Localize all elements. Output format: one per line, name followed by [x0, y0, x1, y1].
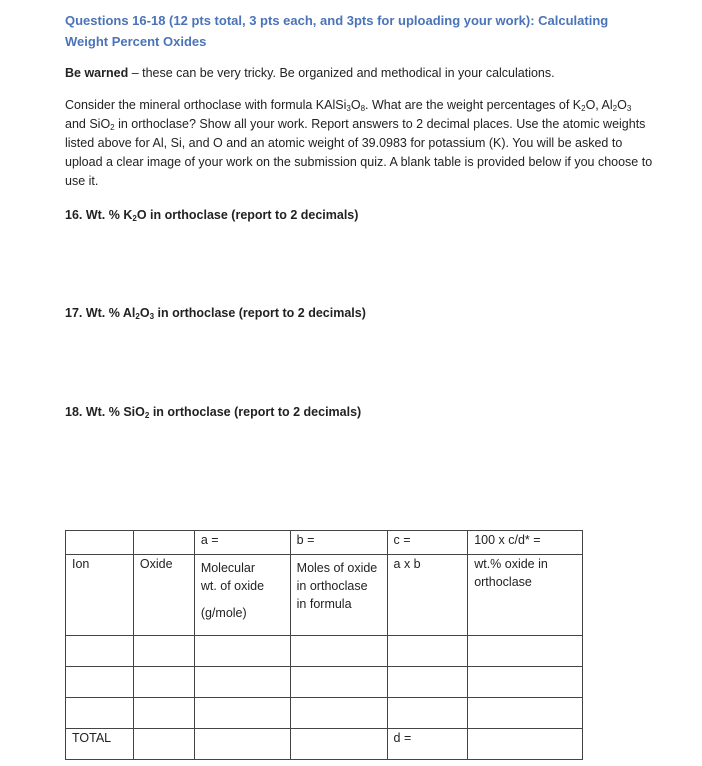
- blank-cell[interactable]: [387, 636, 468, 667]
- blank-cell[interactable]: [133, 729, 194, 760]
- blank-cell[interactable]: [194, 636, 290, 667]
- table-row-top: [66, 531, 583, 555]
- blank-cell[interactable]: [387, 667, 468, 698]
- cell-top-oxide: [133, 531, 194, 555]
- cell-top-ion: [66, 531, 134, 555]
- blank-cell[interactable]: [194, 729, 290, 760]
- header-oxide: Oxide: [133, 555, 194, 636]
- header-axb: a x b: [387, 555, 468, 636]
- para-text-6: and SiO: [65, 117, 111, 131]
- warning-text: [65, 64, 665, 82]
- blank-cell[interactable]: [387, 698, 468, 729]
- blank-cell[interactable]: [290, 636, 387, 667]
- q17-sub-1: 2: [135, 312, 140, 321]
- para-sub-6: 2: [110, 123, 115, 132]
- table-row: [66, 667, 583, 698]
- header-wt-percent: wt.% oxide in orthoclase: [468, 555, 583, 636]
- instructions-paragraph: [65, 96, 655, 191]
- para-sub-1: 3: [346, 104, 351, 113]
- moles-text: Moles of oxide in orthoclase in formula: [296, 561, 378, 611]
- blank-cell[interactable]: [290, 698, 387, 729]
- q17-text-a: 17. Wt. % Al: [65, 306, 136, 320]
- para-sub-5: 3: [626, 104, 632, 113]
- warning-bold: Be warned: [65, 66, 129, 80]
- para-sub-3: 2: [581, 104, 586, 113]
- blank-cell[interactable]: [468, 667, 583, 698]
- heading-line-2: Weight Percent Oxides: [65, 34, 207, 49]
- heading-line-1: Questions 16-18 (12 pts total, 3 pts each, and 3pts for uploading your work): Calculating: [65, 13, 609, 28]
- para-text-7: in orthoclase? Show all your work. Report answers to 2 decimal places. Use the atomic weights listed above for Al, Si, and O and an atomic weight of 39.0983 for potassium (K). You will be asked to upload a clear image of your work on the submission quiz. A blank table is provided below if you choose to use it.: [65, 117, 653, 188]
- warning-rest: – these can be very tricky. Be organized and methodical in your calculations.: [128, 66, 555, 80]
- cell-c-label: c =: [387, 531, 468, 555]
- para-text-1: Consider the mineral orthoclase with formula KAlSi: [65, 98, 347, 112]
- header-moles: [290, 555, 387, 636]
- para-text-4: O, Al: [585, 98, 613, 112]
- blank-cell[interactable]: [290, 667, 387, 698]
- header-ion: Ion: [66, 555, 134, 636]
- cell-a-label: a =: [194, 531, 290, 555]
- blank-cell[interactable]: [194, 667, 290, 698]
- total-label: TOTAL: [66, 729, 134, 760]
- table-row-headers: [66, 555, 583, 636]
- q18-text-a: 18. Wt. % SiO: [65, 405, 145, 419]
- q17-text-b: O: [139, 306, 150, 320]
- para-sub-2: 8: [360, 104, 366, 113]
- blank-cell[interactable]: [194, 698, 290, 729]
- calculation-table: [65, 530, 583, 760]
- mw-line-2: wt. of oxide: [200, 579, 265, 593]
- para-text-3: . What are the weight percentages of K: [365, 98, 582, 112]
- q18-sub: 2: [144, 411, 150, 420]
- blank-cell[interactable]: [66, 636, 134, 667]
- table-row-total: [66, 729, 583, 760]
- para-sub-4: 2: [612, 104, 618, 113]
- question-16: [65, 206, 358, 224]
- blank-cell[interactable]: [66, 698, 134, 729]
- blank-cell[interactable]: [66, 667, 134, 698]
- blank-cell[interactable]: [133, 636, 194, 667]
- blank-cell[interactable]: [468, 698, 583, 729]
- cell-e-label: 100 x c/d* =: [468, 531, 583, 555]
- para-text-2: O: [350, 98, 361, 112]
- q17-text-c: in orthoclase (report to 2 decimals): [154, 306, 366, 320]
- mw-line-3: (g/mole): [200, 606, 247, 620]
- blank-cell[interactable]: [468, 636, 583, 667]
- question-18: [65, 403, 361, 421]
- d-label: d =: [387, 729, 468, 760]
- blank-cell[interactable]: [290, 729, 387, 760]
- para-text-5: O: [617, 98, 627, 112]
- table-row: [66, 636, 583, 667]
- table-row: [66, 698, 583, 729]
- q18-text-b: in orthoclase (report to 2 decimals): [149, 405, 362, 419]
- question-17: [65, 304, 366, 322]
- q17-sub-2: 3: [149, 312, 155, 321]
- q16-text-a: 16. Wt. % K: [65, 208, 133, 222]
- blank-cell[interactable]: [133, 667, 194, 698]
- q16-sub: 2: [132, 214, 137, 223]
- blank-cell[interactable]: [468, 729, 583, 760]
- header-molecular-weight: [194, 555, 290, 636]
- question-heading: [65, 10, 665, 52]
- mw-line-1: Molecular: [200, 561, 255, 575]
- blank-cell[interactable]: [133, 698, 194, 729]
- q16-text-b: O in orthoclase (report to 2 decimals): [136, 208, 359, 222]
- cell-b-label: b =: [290, 531, 387, 555]
